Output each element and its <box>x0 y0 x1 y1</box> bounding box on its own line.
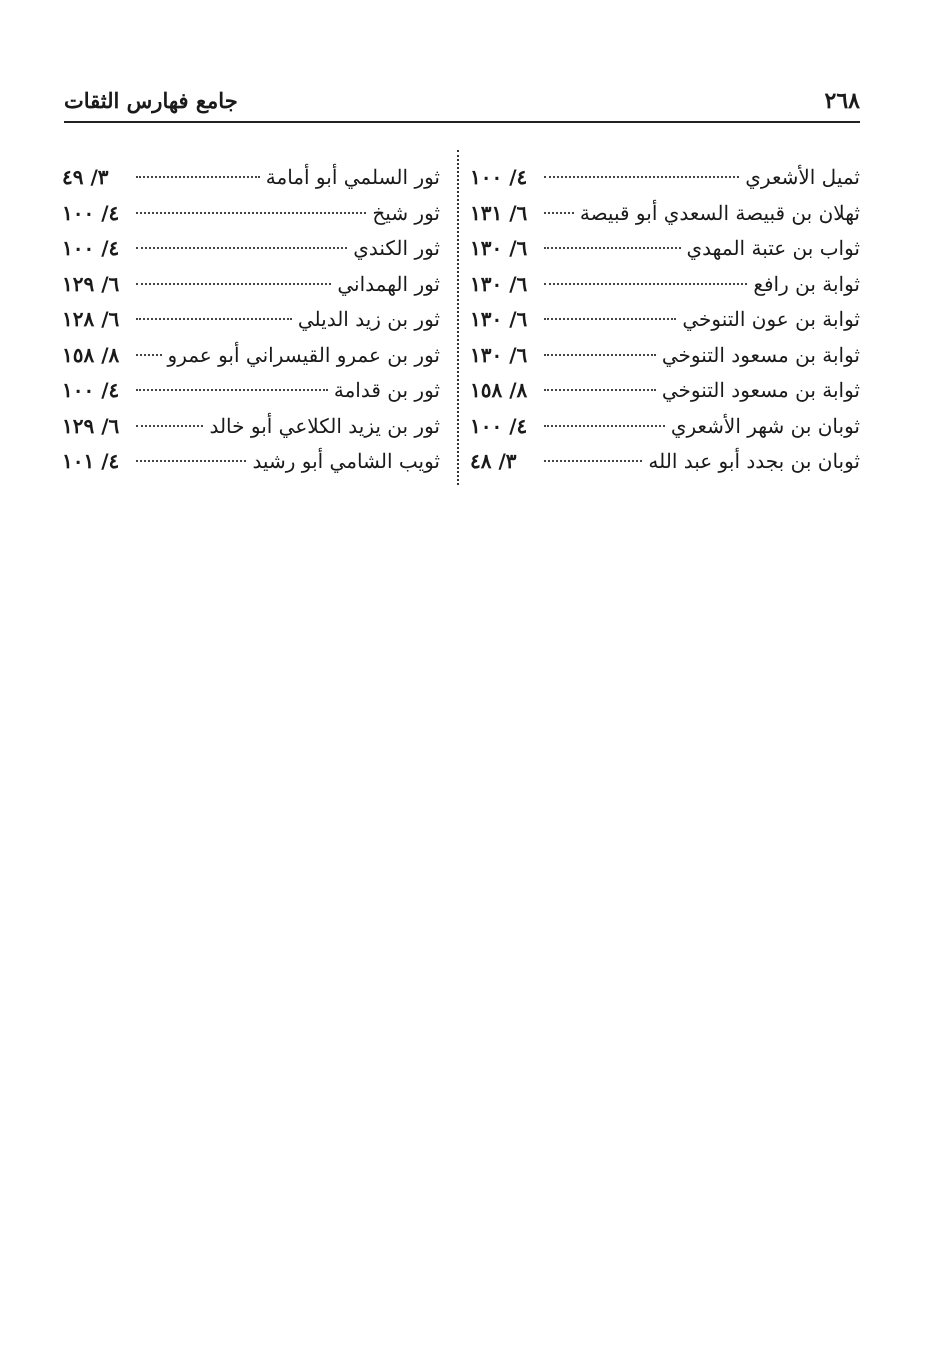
entry-name: ثوابة بن عون التنوخي <box>682 307 860 331</box>
page-number: ٢٦٨ <box>824 88 860 114</box>
dot-leader <box>136 247 347 249</box>
entry-name: ثور الكندي <box>353 236 440 260</box>
index-entry <box>470 444 860 480</box>
index-entry <box>62 160 440 196</box>
entry-name: ثور شيخ <box>372 200 440 225</box>
entry-name: ثواب بن عتبة المهدي <box>686 236 860 260</box>
entry-name: ثور بن زيد الديلي <box>297 307 440 331</box>
entry-reference: ٤/ ١٠٠ <box>62 378 120 402</box>
entry-name: ثميل الأشعري <box>745 165 860 189</box>
entry-name: ثوابة بن مسعود التنوخي <box>661 378 860 402</box>
dot-leader <box>544 212 574 214</box>
index-entry <box>470 409 860 445</box>
dot-leader <box>136 212 366 214</box>
dot-leader <box>544 247 681 249</box>
dot-leader <box>544 283 747 285</box>
index-entry <box>62 196 440 232</box>
dot-leader <box>544 318 676 320</box>
entry-name: ثور بن يزيد الكلاعي أبو خالد <box>209 413 440 438</box>
entry-reference: ٦/ ١٢٨ <box>62 307 120 331</box>
dot-leader <box>544 425 665 427</box>
dot-leader <box>544 460 642 462</box>
entry-reference: ٣/ ٤٩ <box>62 165 109 189</box>
entry-reference: ٦/ ١٣٠ <box>470 271 528 296</box>
index-entry <box>62 302 440 338</box>
entry-reference: ٨/ ١٥٨ <box>62 342 120 367</box>
running-title: جامع فهارس الثقات <box>64 88 238 113</box>
index-entry <box>470 373 860 409</box>
dot-leader <box>136 425 203 427</box>
dot-leader <box>544 176 739 178</box>
dot-leader <box>136 354 162 356</box>
index-entry <box>62 338 440 374</box>
dot-leader <box>136 318 292 320</box>
entry-name: ثوابة بن رافع <box>753 271 860 296</box>
index-entry <box>62 267 440 303</box>
entry-name: ثور بن قدامة <box>333 378 440 402</box>
dot-leader <box>544 354 656 356</box>
entry-reference: ٦/ ١٣٠ <box>470 236 528 260</box>
dot-leader <box>136 460 246 462</box>
entry-reference: ٤/ ١٠٠ <box>62 200 120 225</box>
entry-reference: ٦/ ١٣٠ <box>470 342 528 367</box>
entry-reference: ٤/ ١٠٠ <box>470 413 528 438</box>
index-entry <box>470 338 860 374</box>
entry-reference: ٦/ ١٢٩ <box>62 271 120 296</box>
dot-leader <box>136 389 328 391</box>
dot-leader <box>136 283 331 285</box>
index-entry <box>470 267 860 303</box>
entry-reference: ٦/ ١٢٩ <box>62 413 120 438</box>
entry-name: ثهلان بن قبيصة السعدي أبو قبيصة <box>579 200 860 225</box>
index-entry <box>470 196 860 232</box>
entry-name: ثور السلمي أبو أمامة <box>265 165 440 189</box>
index-entry <box>470 160 860 196</box>
entry-name: ثوبان بن بجدد أبو عبد الله <box>648 449 860 473</box>
index-entry <box>470 231 860 267</box>
index-entry <box>62 409 440 445</box>
entry-reference: ٨/ ١٥٨ <box>470 378 528 402</box>
entry-reference: ٤/ ١٠٠ <box>470 165 528 189</box>
index-entry <box>62 231 440 267</box>
entry-name: ثور بن عمرو القيسراني أبو عمرو <box>167 342 440 367</box>
index-entry <box>62 444 440 480</box>
entry-reference: ٦/ ١٣٠ <box>470 307 528 331</box>
entry-name: ثوبان بن شهر الأشعري <box>670 413 860 438</box>
column-divider <box>457 150 459 485</box>
header-rule <box>64 121 860 123</box>
index-column-right <box>470 160 860 480</box>
entry-name: ثور الهمداني <box>337 271 440 296</box>
entry-reference: ٤/ ١٠١ <box>62 449 120 473</box>
entry-reference: ٣/ ٤٨ <box>470 449 517 473</box>
entry-reference: ٤/ ١٠٠ <box>62 236 120 260</box>
index-entry <box>470 302 860 338</box>
entry-name: ثوابة بن مسعود التنوخي <box>661 342 860 367</box>
index-entry <box>62 373 440 409</box>
entry-name: ثويب الشامي أبو رشيد <box>252 449 440 473</box>
entry-reference: ٦/ ١٣١ <box>470 200 528 225</box>
page-header <box>64 84 860 124</box>
dot-leader <box>136 176 260 178</box>
index-column-left <box>62 160 440 480</box>
dot-leader <box>544 389 656 391</box>
